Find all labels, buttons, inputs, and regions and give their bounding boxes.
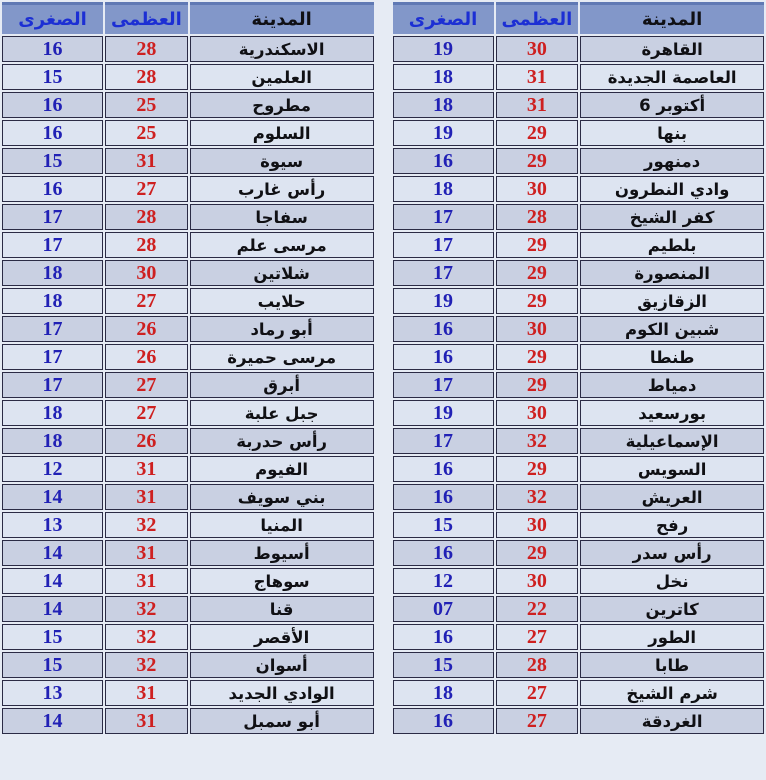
city-name: رأس غارب <box>190 176 374 202</box>
table-row <box>393 288 765 314</box>
city-name: سيوة <box>190 148 374 174</box>
min-temp-value: 18 <box>2 400 103 426</box>
max-temp-value: 32 <box>105 512 188 538</box>
table-row <box>2 148 374 174</box>
table-row <box>2 680 374 706</box>
min-temp-column-header: الصغرى <box>2 2 103 34</box>
min-temp-value: 18 <box>2 260 103 286</box>
city-name: الزقازيق <box>580 288 764 314</box>
table-row <box>2 36 374 62</box>
table-row <box>393 204 765 230</box>
city-name: أبو سمبل <box>190 708 374 734</box>
city-name: السلوم <box>190 120 374 146</box>
city-name: طابا <box>580 652 764 678</box>
min-temp-value: 17 <box>393 232 494 258</box>
min-temp-value: 12 <box>393 568 494 594</box>
table-row <box>393 120 765 146</box>
city-name: حلايب <box>190 288 374 314</box>
city-name: العاصمة الجديدة <box>580 64 764 90</box>
max-temp-value: 31 <box>105 540 188 566</box>
max-temp-value: 29 <box>496 232 579 258</box>
city-name: سوهاج <box>190 568 374 594</box>
min-temp-value: 16 <box>2 92 103 118</box>
max-temp-value: 30 <box>496 512 579 538</box>
min-temp-value: 17 <box>2 204 103 230</box>
table-row <box>393 232 765 258</box>
city-name: بني سويف <box>190 484 374 510</box>
city-name: دمنهور <box>580 148 764 174</box>
max-temp-value: 31 <box>105 148 188 174</box>
min-temp-value: 19 <box>393 120 494 146</box>
city-name: شرم الشيخ <box>580 680 764 706</box>
temps-table-coastal-upper-egypt <box>0 0 376 736</box>
min-temp-value: 16 <box>2 176 103 202</box>
table-row <box>2 708 374 734</box>
city-name: أبو رماد <box>190 316 374 342</box>
city-name: أبرق <box>190 372 374 398</box>
max-temp-value: 29 <box>496 456 579 482</box>
city-name: بورسعيد <box>580 400 764 426</box>
min-temp-value: 17 <box>393 260 494 286</box>
city-name: كفر الشيخ <box>580 204 764 230</box>
max-temp-value: 28 <box>105 64 188 90</box>
city-name: رأس حدربة <box>190 428 374 454</box>
min-temp-value: 16 <box>393 148 494 174</box>
max-temp-value: 28 <box>105 36 188 62</box>
table-row <box>393 568 765 594</box>
max-temp-value: 27 <box>105 372 188 398</box>
min-temp-value: 07 <box>393 596 494 622</box>
min-temp-value: 18 <box>393 92 494 118</box>
temps-table-main-cities <box>391 0 766 736</box>
table-row <box>393 176 765 202</box>
table-row <box>393 36 765 62</box>
table-row <box>393 92 765 118</box>
min-temp-value: 19 <box>393 288 494 314</box>
table-row <box>2 540 374 566</box>
table-row <box>393 652 765 678</box>
min-temp-value: 16 <box>393 484 494 510</box>
city-name: مطروح <box>190 92 374 118</box>
min-temp-value: 13 <box>2 680 103 706</box>
city-name: القاهرة <box>580 36 764 62</box>
max-temp-value: 27 <box>105 176 188 202</box>
city-name: الطور <box>580 624 764 650</box>
table-row <box>2 400 374 426</box>
city-name: الإسماعيلية <box>580 428 764 454</box>
min-temp-column-header: الصغرى <box>393 2 494 34</box>
table-row <box>2 512 374 538</box>
max-temp-column-header: العظمى <box>496 2 579 34</box>
table-row <box>393 372 765 398</box>
max-temp-value: 27 <box>105 400 188 426</box>
min-temp-value: 12 <box>2 456 103 482</box>
max-temp-value: 27 <box>496 680 579 706</box>
min-temp-value: 17 <box>393 204 494 230</box>
city-name: رأس سدر <box>580 540 764 566</box>
table-row <box>2 288 374 314</box>
max-temp-value: 31 <box>496 64 579 90</box>
city-name: الوادي الجديد <box>190 680 374 706</box>
max-temp-value: 26 <box>105 344 188 370</box>
table-row <box>2 316 374 342</box>
city-column-header: المدينة <box>580 2 764 34</box>
max-temp-value: 32 <box>496 484 579 510</box>
max-temp-column-header: العظمى <box>105 2 188 34</box>
max-temp-value: 29 <box>496 148 579 174</box>
table-row <box>393 512 765 538</box>
table-row <box>2 624 374 650</box>
min-temp-value: 16 <box>393 540 494 566</box>
city-name: العلمين <box>190 64 374 90</box>
city-name: شلاتين <box>190 260 374 286</box>
table-row <box>393 64 765 90</box>
min-temp-value: 17 <box>393 372 494 398</box>
max-temp-value: 31 <box>496 92 579 118</box>
max-temp-value: 26 <box>105 428 188 454</box>
city-name: بنها <box>580 120 764 146</box>
table-row <box>393 428 765 454</box>
max-temp-value: 25 <box>105 120 188 146</box>
min-temp-value: 14 <box>2 568 103 594</box>
min-temp-value: 18 <box>393 176 494 202</box>
city-name: طنطا <box>580 344 764 370</box>
city-name: الاسكندرية <box>190 36 374 62</box>
table-row <box>393 540 765 566</box>
city-name: العريش <box>580 484 764 510</box>
min-temp-value: 13 <box>2 512 103 538</box>
table-row <box>393 456 765 482</box>
table-row <box>2 652 374 678</box>
max-temp-value: 29 <box>496 120 579 146</box>
table-row <box>2 428 374 454</box>
city-name: مرسى علم <box>190 232 374 258</box>
table-row <box>2 232 374 258</box>
city-name: دمياط <box>580 372 764 398</box>
table-row <box>393 400 765 426</box>
max-temp-value: 30 <box>496 400 579 426</box>
min-temp-value: 15 <box>2 652 103 678</box>
min-temp-value: 17 <box>2 232 103 258</box>
table-row <box>2 64 374 90</box>
table-row <box>2 120 374 146</box>
table-row <box>393 148 765 174</box>
max-temp-value: 22 <box>496 596 579 622</box>
min-temp-value: 16 <box>393 624 494 650</box>
table-row <box>393 484 765 510</box>
min-temp-value: 15 <box>2 624 103 650</box>
min-temp-value: 18 <box>2 288 103 314</box>
city-name: أسيوط <box>190 540 374 566</box>
table-row <box>393 624 765 650</box>
table-row <box>2 204 374 230</box>
table-row <box>393 708 765 734</box>
city-name: بلطيم <box>580 232 764 258</box>
max-temp-value: 32 <box>105 652 188 678</box>
max-temp-value: 29 <box>496 540 579 566</box>
min-temp-value: 14 <box>2 596 103 622</box>
table-row <box>2 596 374 622</box>
city-name: الأقصر <box>190 624 374 650</box>
max-temp-value: 27 <box>496 624 579 650</box>
min-temp-value: 17 <box>2 316 103 342</box>
city-name: السويس <box>580 456 764 482</box>
min-temp-value: 18 <box>2 428 103 454</box>
table-row <box>393 316 765 342</box>
table-row <box>2 260 374 286</box>
min-temp-value: 16 <box>2 120 103 146</box>
min-temp-value: 16 <box>2 36 103 62</box>
min-temp-value: 16 <box>393 316 494 342</box>
max-temp-value: 30 <box>496 176 579 202</box>
min-temp-value: 17 <box>2 372 103 398</box>
max-temp-value: 29 <box>496 288 579 314</box>
table-row <box>393 596 765 622</box>
max-temp-value: 28 <box>496 652 579 678</box>
max-temp-value: 30 <box>496 316 579 342</box>
table-row <box>393 344 765 370</box>
max-temp-value: 31 <box>105 708 188 734</box>
max-temp-value: 32 <box>105 596 188 622</box>
max-temp-value: 27 <box>105 288 188 314</box>
min-temp-value: 19 <box>393 36 494 62</box>
table-row <box>2 344 374 370</box>
min-temp-value: 16 <box>393 344 494 370</box>
min-temp-value: 15 <box>393 512 494 538</box>
max-temp-value: 28 <box>105 204 188 230</box>
min-temp-value: 18 <box>393 680 494 706</box>
max-temp-value: 26 <box>105 316 188 342</box>
city-name: الغردقة <box>580 708 764 734</box>
min-temp-value: 17 <box>2 344 103 370</box>
max-temp-value: 30 <box>105 260 188 286</box>
max-temp-value: 32 <box>496 428 579 454</box>
min-temp-value: 14 <box>2 540 103 566</box>
max-temp-value: 25 <box>105 92 188 118</box>
city-name: المنصورة <box>580 260 764 286</box>
max-temp-value: 31 <box>105 456 188 482</box>
max-temp-value: 30 <box>496 568 579 594</box>
max-temp-value: 28 <box>105 232 188 258</box>
max-temp-value: 28 <box>496 204 579 230</box>
city-name: الفيوم <box>190 456 374 482</box>
city-name: سفاجا <box>190 204 374 230</box>
city-name: شبين الكوم <box>580 316 764 342</box>
city-name: أسوان <box>190 652 374 678</box>
header-row <box>2 2 374 34</box>
table-row <box>2 568 374 594</box>
min-temp-value: 16 <box>393 708 494 734</box>
max-temp-value: 30 <box>496 36 579 62</box>
city-name: أكتوبر 6 <box>580 92 764 118</box>
max-temp-value: 31 <box>105 680 188 706</box>
city-name: مرسى حميرة <box>190 344 374 370</box>
min-temp-value: 15 <box>393 652 494 678</box>
min-temp-value: 14 <box>2 484 103 510</box>
city-name: رفح <box>580 512 764 538</box>
city-name: المنيا <box>190 512 374 538</box>
min-temp-value: 14 <box>2 708 103 734</box>
max-temp-value: 29 <box>496 372 579 398</box>
max-temp-value: 29 <box>496 260 579 286</box>
table-row <box>2 484 374 510</box>
max-temp-value: 31 <box>105 484 188 510</box>
city-name: نخل <box>580 568 764 594</box>
table-row <box>2 176 374 202</box>
min-temp-value: 19 <box>393 400 494 426</box>
max-temp-value: 27 <box>496 708 579 734</box>
min-temp-value: 16 <box>393 456 494 482</box>
table-row <box>2 92 374 118</box>
city-name: قنا <box>190 596 374 622</box>
header-row <box>393 2 765 34</box>
min-temp-value: 18 <box>393 64 494 90</box>
table-row <box>393 260 765 286</box>
max-temp-value: 32 <box>105 624 188 650</box>
city-name: جبل علبة <box>190 400 374 426</box>
table-row <box>2 456 374 482</box>
min-temp-value: 15 <box>2 148 103 174</box>
city-column-header: المدينة <box>190 2 374 34</box>
table-row <box>2 372 374 398</box>
min-temp-value: 17 <box>393 428 494 454</box>
max-temp-value: 31 <box>105 568 188 594</box>
min-temp-value: 15 <box>2 64 103 90</box>
city-name: كاترين <box>580 596 764 622</box>
max-temp-value: 29 <box>496 344 579 370</box>
table-row <box>393 680 765 706</box>
city-name: وادي النطرون <box>580 176 764 202</box>
